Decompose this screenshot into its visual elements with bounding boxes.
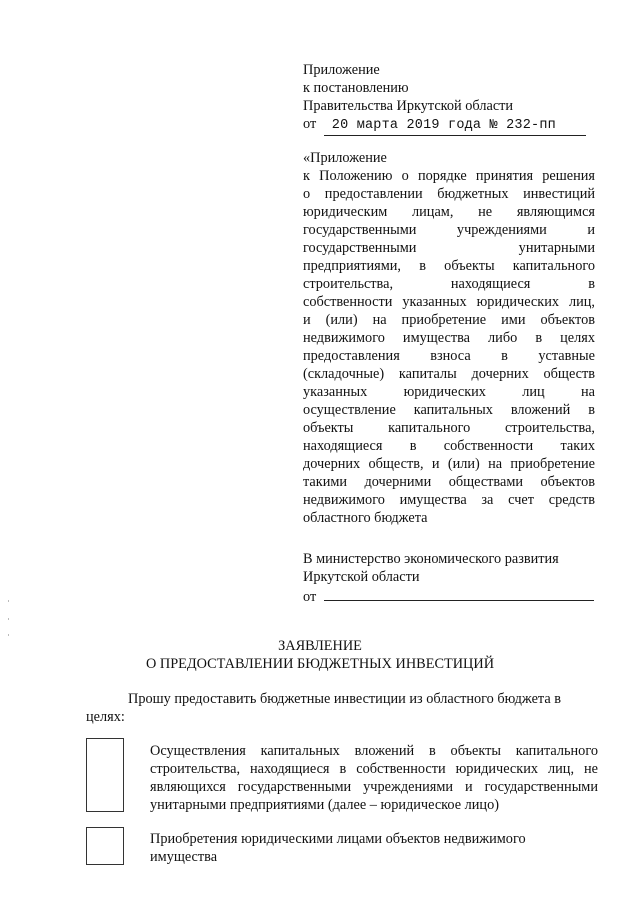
scan-speck xyxy=(8,600,9,602)
appendix-line: строительства, находящиеся в xyxy=(303,276,595,292)
capital-investment-checkbox[interactable] xyxy=(86,738,124,812)
scan-speck xyxy=(8,634,9,636)
appendix-word: Приложение xyxy=(303,62,380,78)
option-text-line: строительства, находящиеся в собственности юридических лиц, не xyxy=(150,761,598,777)
appendix-line: юридическим лицам, не являющимся xyxy=(303,204,595,220)
to-resolution: к постановлению xyxy=(303,80,409,96)
option-text-line: унитарными предприятиями (далее – юридическое лицо) xyxy=(150,797,499,813)
appendix-line: областного бюджета xyxy=(303,510,428,526)
date-underline xyxy=(324,115,586,136)
appendix-line: «Приложение xyxy=(303,150,387,166)
appendix-line: указанных юридических лиц на xyxy=(303,384,595,400)
appendix-line: к Положению о порядке принятия решения xyxy=(303,168,595,184)
appendix-line: о предоставлении бюджетных инвестиций xyxy=(303,186,595,202)
request-text-line: целях: xyxy=(86,709,125,725)
option-text-line: имущества xyxy=(150,849,218,865)
appendix-line: находящиеся в собственности таких xyxy=(303,438,595,454)
appendix-line: государственными учреждениями и xyxy=(303,222,595,238)
appendix-line: предоставления взноса в уставные xyxy=(303,348,595,364)
option-text-line: Осуществления капитальных вложений в объекты капитального xyxy=(150,743,598,759)
from-label: от xyxy=(303,589,317,605)
real-estate-acquisition-checkbox[interactable] xyxy=(86,827,124,865)
applicant-name-field[interactable] xyxy=(324,586,594,601)
option-text-line: Приобретения юридическими лицами объектов недвижимого xyxy=(150,831,526,847)
applicant-from-line xyxy=(303,586,594,606)
appendix-line: дочерних обществ, и (или) на приобретение xyxy=(303,456,595,472)
government-name: Правительства Иркутской области xyxy=(303,98,514,114)
appendix-line: осуществление капитальных вложений в xyxy=(303,402,595,418)
appendix-line: объекты капитального строительства, xyxy=(303,420,595,436)
resolution-date-line xyxy=(303,115,586,136)
request-text-line: Прошу предоставить бюджетные инвестиции из областного бюджета в xyxy=(128,691,562,707)
resolution-date: 20 марта 2019 года № 232-пп xyxy=(331,118,556,133)
appendix-line: такими дочерними обществами объектов xyxy=(303,474,595,490)
addressee-ministry: В министерство экономического развития xyxy=(303,551,559,567)
appendix-line: недвижимого имущества либо в целях xyxy=(303,330,595,346)
date-prefix: от xyxy=(303,116,317,132)
option-text-line: являющихся государственными учреждениями и государственными xyxy=(150,779,598,795)
appendix-line: и (или) на приобретение ими объектов xyxy=(303,312,595,328)
appendix-line: (складочные) капиталы дочерних обществ xyxy=(303,366,595,382)
appendix-line: собственности указанных юридических лиц, xyxy=(303,294,595,310)
appendix-line: предприятиями, в объекты капитального xyxy=(303,258,595,274)
addressee-region: Иркутской области xyxy=(303,569,420,585)
document-subtitle: О ПРЕДОСТАВЛЕНИИ БЮДЖЕТНЫХ ИНВЕСТИЦИЙ xyxy=(145,656,495,672)
scan-speck xyxy=(8,618,9,620)
appendix-line: государственными унитарными xyxy=(303,240,595,256)
appendix-line: недвижимого имущества за счет средств xyxy=(303,492,595,508)
document-title: ЗАЯВЛЕНИЕ xyxy=(278,638,362,654)
